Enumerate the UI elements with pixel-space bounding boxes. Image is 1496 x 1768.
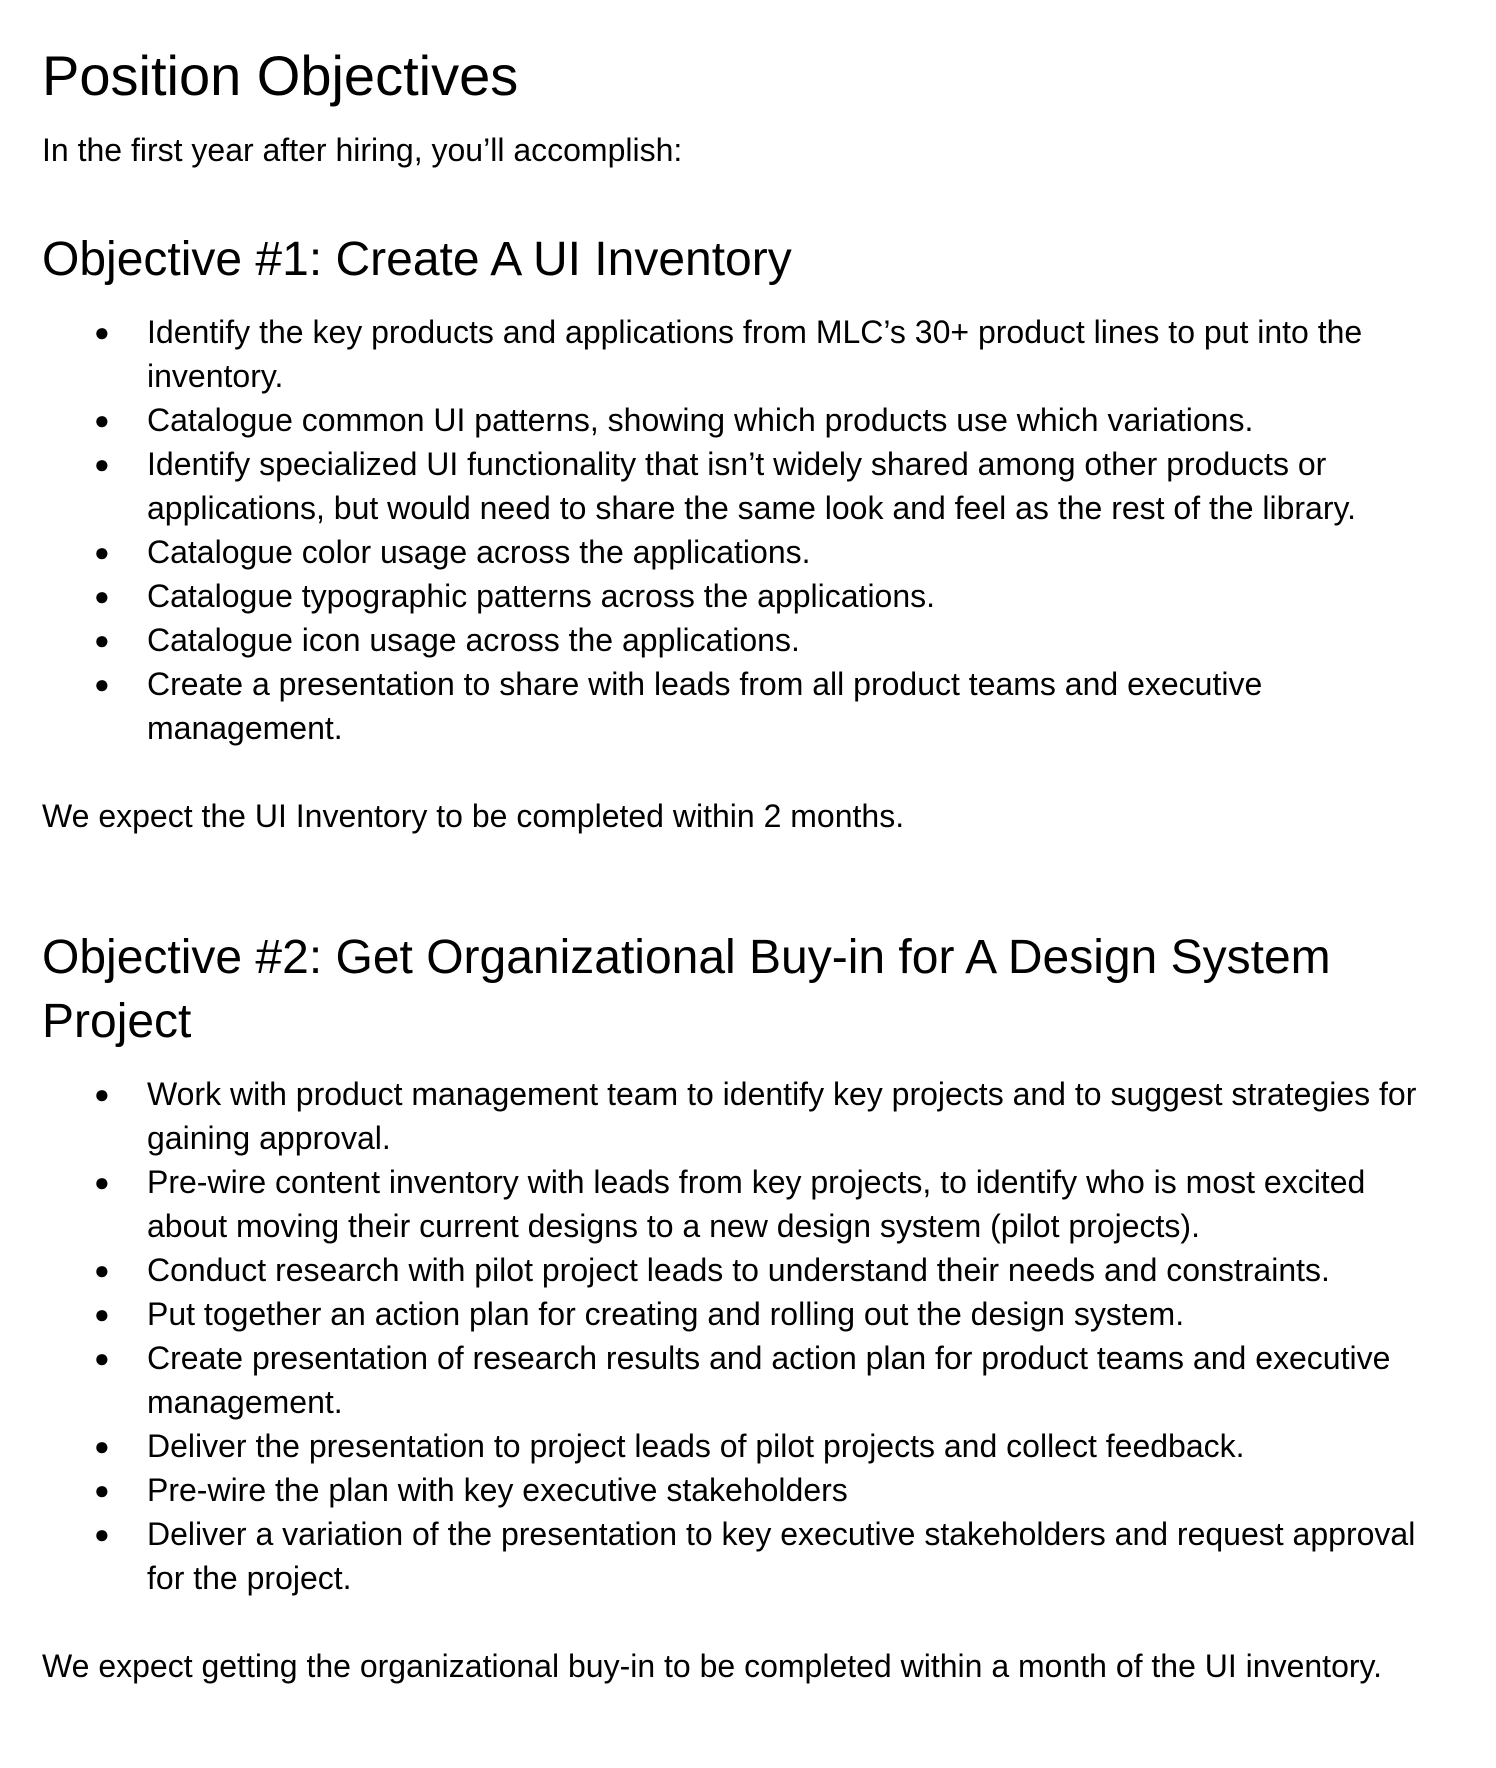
intro-text: In the first year after hiring, you’ll accomplish:	[42, 132, 683, 168]
list-item-text: Identify the key products and applications from MLC’s 30+ product lines to put into the inventory.	[147, 314, 1363, 394]
bullet-icon: ●	[94, 1431, 110, 1461]
list-item	[42, 1292, 1442, 1336]
bullet-icon: ●	[94, 1475, 110, 1505]
list-item	[42, 530, 1442, 574]
bullet-icon: ●	[94, 537, 110, 567]
list-item-text: Conduct research with pilot project leads to understand their needs and constraints.	[147, 1252, 1330, 1288]
bullet-icon: ●	[94, 625, 110, 655]
list-item-text: Work with product management team to identify key projects and to suggest strategies for gaining approval.	[147, 1076, 1417, 1156]
list-item-text: Catalogue icon usage across the applications.	[147, 622, 800, 658]
bullet-icon: ●	[94, 581, 110, 611]
list-item	[42, 1424, 1442, 1468]
bullet-icon: ●	[94, 405, 110, 435]
list-item-text: Catalogue color usage across the applications.	[147, 534, 811, 570]
list-item	[42, 1248, 1442, 1292]
list-item-text: Pre-wire content inventory with leads from key projects, to identify who is most excited about moving their current designs to a new design system (pilot projects).	[147, 1164, 1366, 1244]
list-item	[42, 618, 1442, 662]
list-item	[42, 574, 1442, 618]
list-item-text: Create presentation of research results and action plan for product teams and executive management.	[147, 1340, 1391, 1420]
list-item	[42, 662, 1442, 750]
list-item	[42, 1468, 1442, 1512]
objective-2-timeline: We expect getting the organizational buy-in to be completed within a month of the UI inventory.	[42, 1648, 1383, 1684]
list-item-text: Create a presentation to share with leads from all product teams and executive management.	[147, 666, 1263, 746]
list-item	[42, 1160, 1442, 1248]
list-item-text: Deliver a variation of the presentation to key executive stakeholders and request approval for the project.	[147, 1516, 1416, 1596]
bullet-icon: ●	[94, 1519, 110, 1549]
objective-1-list	[42, 310, 1442, 750]
list-item-text: Put together an action plan for creating and rolling out the design system.	[147, 1296, 1185, 1332]
bullet-icon: ●	[94, 1255, 110, 1285]
list-item	[42, 1072, 1442, 1160]
list-item	[42, 1336, 1442, 1424]
objective-1-heading: Objective #1: Create A UI Inventory	[42, 233, 792, 286]
objective-2-section	[42, 926, 1442, 1688]
objective-1-timeline: We expect the UI Inventory to be completed within 2 months.	[42, 798, 905, 834]
bullet-icon: ●	[94, 1343, 110, 1373]
bullet-icon: ●	[94, 1079, 110, 1109]
list-item	[42, 1512, 1442, 1600]
objective-1-section	[42, 228, 1442, 838]
document-page	[42, 40, 1442, 1688]
bullet-icon: ●	[94, 1299, 110, 1329]
list-item	[42, 442, 1442, 530]
bullet-icon: ●	[94, 449, 110, 479]
list-item-text: Identify specialized UI functionality that isn’t widely shared among other products or applications, but would need to share the same look and feel as the rest of the library.	[147, 446, 1357, 526]
list-item-text: Catalogue typographic patterns across the applications.	[147, 578, 936, 614]
list-item	[42, 310, 1442, 398]
bullet-icon: ●	[94, 1167, 110, 1197]
list-item	[42, 398, 1442, 442]
list-item-text: Pre-wire the plan with key executive stakeholders	[147, 1472, 848, 1508]
list-item-text: Catalogue common UI patterns, showing which products use which variations.	[147, 402, 1254, 438]
page-title: Position Objectives	[42, 44, 519, 107]
bullet-icon: ●	[94, 317, 110, 347]
list-item-text: Deliver the presentation to project leads of pilot projects and collect feedback.	[147, 1428, 1245, 1464]
objective-2-heading: Objective #2: Get Organizational Buy-in for A Design System Project	[42, 931, 1331, 1048]
bullet-icon: ●	[94, 669, 110, 699]
objective-2-list	[42, 1072, 1442, 1600]
